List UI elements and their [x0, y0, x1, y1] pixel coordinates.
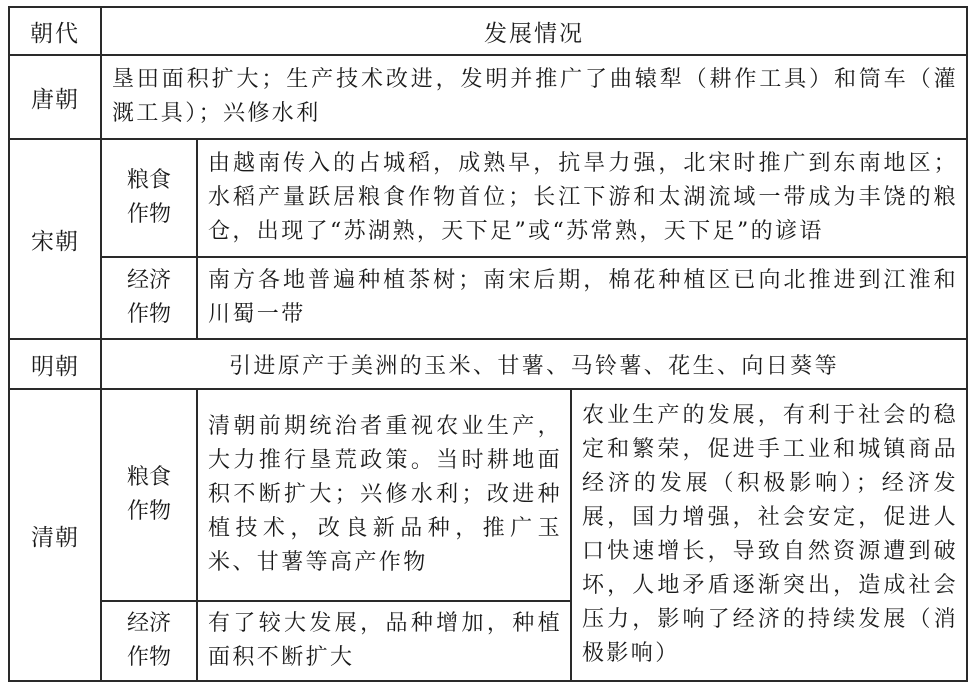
agriculture-development-table [8, 6, 968, 682]
tang-text: 垦田面积扩大；生产技术改进，发明并推广了曲辕犁（耕作工具）和筒车（灌溉工具）；兴修水利 [101, 55, 967, 139]
ming-text: 引进原产于美洲的玉米、甘薯、马铃薯、花生、向日葵等 [101, 339, 967, 389]
dynasty-ming: 明朝 [9, 339, 101, 389]
song-grain-text: 由越南传入的占城稻，成熟早，抗旱力强，北宋时推广到东南地区；水稻产量跃居粮食作物首位；长江下游和太湖流域一带成为丰饶的粮仓，出现了“苏湖熟，天下足”或“苏常熟，天下足”的谚语 [197, 139, 967, 257]
table-header-row [9, 7, 967, 55]
qing-grain-label: 粮食 作物 [101, 389, 197, 601]
header-dynasty: 朝代 [9, 7, 101, 55]
qing-cash-text: 有了较大发展，品种增加，种植面积不断扩大 [197, 601, 571, 681]
row-song-grain [9, 139, 967, 257]
qing-cash-label: 经济 作物 [101, 601, 197, 681]
row-song-cash [9, 257, 967, 339]
song-cash-text: 南方各地普遍种植茶树；南宋后期，棉花种植区已向北推进到江淮和川蜀一带 [197, 257, 967, 339]
row-qing-grain [9, 389, 967, 601]
row-ming [9, 339, 967, 389]
header-development: 发展情况 [101, 7, 967, 55]
qing-impact-text: 农业生产的发展，有利于社会的稳定和繁荣，促进手工业和城镇商品经济的发展（积极影响）；经济发展，国力增强，社会安定，促进人口快速增长，导致自然资源遭到破坏，人地矛盾逐渐突出，造成社会压力，影响了经济的持续发展（消极影响） [571, 389, 967, 681]
row-tang [9, 55, 967, 139]
dynasty-song: 宋朝 [9, 139, 101, 339]
dynasty-tang: 唐朝 [9, 55, 101, 139]
qing-grain-text: 清朝前期统治者重视农业生产，大力推行垦荒政策。当时耕地面积不断扩大；兴修水利；改进种植技术，改良新品种，推广玉米、甘薯等高产作物 [197, 389, 571, 601]
dynasty-qing: 清朝 [9, 389, 101, 681]
song-grain-label: 粮食 作物 [101, 139, 197, 257]
song-cash-label: 经济 作物 [101, 257, 197, 339]
